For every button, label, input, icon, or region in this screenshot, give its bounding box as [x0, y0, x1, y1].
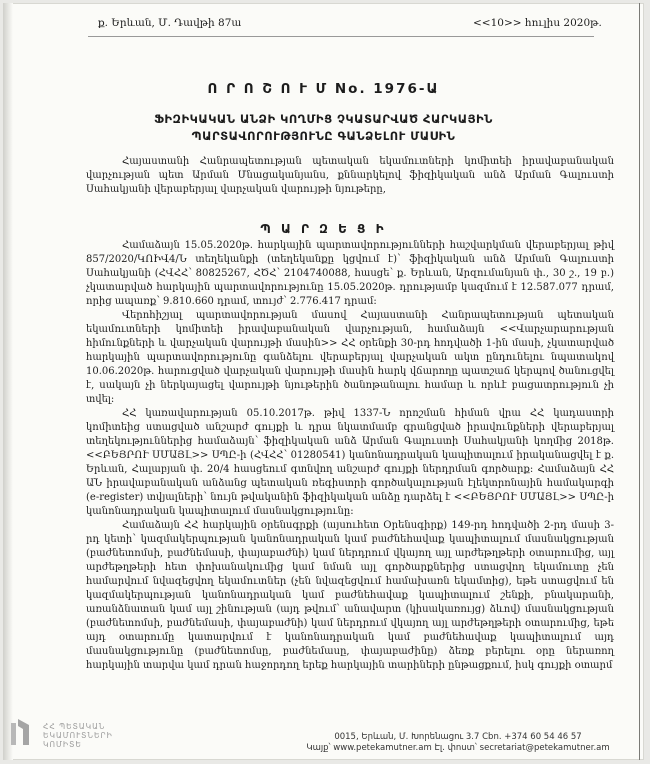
- subtitle-line-1: ՖԻԶԻԿԱԿԱՆ ԱՆՁԻ ԿՈՂՄԻՑ ՉԿԱՏԱՐՎԱԾ ՀԱՐԿԱՅԻՆ: [154, 112, 493, 126]
- header-date: <<10>> հուլիս 2020թ.: [473, 17, 602, 29]
- footer-organization: [43, 722, 113, 749]
- intro-paragraph: Հայաստանի Հանրապետության պետական եկամուտների կոմիտեի իրավաբանական վարչության պետ Արման Մնացականյանս, քննարկելով ֆիզիկական անձ Արման Գալուստի Սահակյանի վերաբերյալ վարչական վարույթի նյութերը,: [86, 156, 614, 195]
- footer-org-line-1: ՀՀ ՊԵՏԱԿԱՆ: [43, 722, 106, 731]
- footer-address: 0015, Երևան, Մ. Խորենացու 3.7 Cbn. +374 60 54 46 57: [334, 732, 582, 742]
- header-place: ք. Երևան, Մ. Դավթի 87ա: [98, 17, 242, 29]
- resolve-heading: Պ Ա Ր Զ Ե Ց Ի: [260, 222, 387, 236]
- document-header: [3, 11, 644, 35]
- header-divider: [88, 36, 594, 37]
- footer-web: Կայք՝ www.petekamutner.am Էլ. փոստ՝ secretariat@petekamutner.am: [306, 743, 610, 753]
- footer-contact: [258, 732, 644, 754]
- committee-logo-icon: [9, 715, 31, 749]
- footer-org-line-3: ԿՈՄԻՏԵ: [43, 740, 82, 749]
- subtitle-line-2: ՊԱՐՏԱՎՈՐՈՒԹՅՈՒՆԸ ԳԱՆՁԵԼՈՒ ՄԱՍԻՆ: [191, 129, 456, 143]
- paragraph-1: Համաձայն 15.05.2020թ. հարկային պարտավորությունների հաշվարկման վերաբերյալ թիվ 857/2020/ԿՈԻՎ4/Ն տեղեկանքի (տեղեկանքը կցվում է)՝ ֆիզիկական անձ Արման Գալուստի Սահակյանի (ՀՎՀՀ՝ 80825267, ՀԾՀ՝ 2104740088, հասցե՝ ք. Երևան, Արզումանյան փ., 30 շ., 19 բ.) չկատարված հարկային պարտավորությունը 15.05.2020թ. դրությամբ կազմում է 12.587.077 դրամ, որից ապառք՝ 9.810.660 դրամ, տույժ՝ 2.776.417 դրամ:: [86, 240, 614, 307]
- paragraph-3: ՀՀ կառավարության 05.10.2017թ. թիվ 1337-Ն որոշման հիման վրա ՀՀ կադաստրի կոմիտեից ստացված անշարժ գույքի և դրա նկատմամբ գրանցված իրավունքների վերաբերյալ տեղեկություններից համաձայն՝ ֆիզիկական անձ Արման Գալուստի Սահակյանի կողմից 2018թ. <<ԲԵՅՐՈՒ ՍՄԱՅԼ>> ՍՊԸ-ի (ՀՎՀՀ՝ 01280541) կանոնադրական կապիտալում իրականացվել է ք. Երևան, Հալաբյան փ. 20/4 հասցեում գտնվող անշարժ գույքի ներդրման գործարք: Համաձայն ՀՀ ԱՆ իրավաբանական անձանց պետական ռեգիստրի գործակալության էլեկտրոնային համակարգի (e-register) տվյալների՝ նույն թվականին ֆիզիկական անձը դարձել է <<ԲԵՅՐՈՒ ՍՄԱՅԼ>> ՍՊԸ-ի կանոնադրական կապիտալում մասնակցությունը:: [86, 408, 614, 517]
- paragraph-2: Վերոհիշյալ պարտավորության մասով Հայաստանի Հանրապետության պետական եկամուտների կոմիտեի իրավաբանական վարչության, համաձայն <<Վարչարարության հիմունքների և վարչական վարույթի մասին>> ՀՀ օրենքի 30-րդ հոդվածի 1-ին մասի, չկատարված հարկային պարտավորությունը գանձելու վերաբերյալ վարչական ակտ ընդունելու նպատակով 10.06.2020թ. հարուցված վարչական վարույթի մասին հարկ վճարողը պատշաճ կերպով ծանուցվել է, սակայն չի ներկայացել վարույթի նյութերին ծանոթանալու համար և որևէ բացատրություն չի տվել:: [86, 310, 614, 405]
- paragraph-4: Համաձայն ՀՀ հարկային օրենսգրքի (այսուհետ Օրենսգիրք) 149-րդ հոդվածի 2-րդ մասի 3-րդ կետի՝ կազմակերպության կանոնադրական կամ բաժնեհավաք կապիտալում մասնակցության (բաժնետոմսի, բաժնեմասի, փայաբաժնի) կամ ներդրում վկայող այլ արժեթղթերի օտարումից, այլ արժեթղթերի հետ փոխանակումից կամ նման այլ գործարքներից ստացվող եկամուտը չեն համարվում նվազեցվող եկամուտներ (չեն նվազեցվում համախառն եկամտից), եթե ստացվում են կազմակերպության կանոնադրական կամ բաժնեհավաք կապիտալում շենքի, բնակարանի, առանձնատան կամ այլ շինության (այդ թվում՝ անավարտ (կիսակառույց) ձևով) մասնակցության (բաժնետոմսի, բաժնեմասի, փայաբաժնի) կամ ներդրում վկայող այլ արժեթղթերի օտարումից, եթե այդ օտարումը կատարվում է կանոնադրական կամ բաժնեհավաք կապիտալում այդ մասնակցությունը (բաժնետոմսը, բաժնեմասը, փայաբաժինը) ձեռք բերելու օրը ներառող հարկային տարվա կամ դրան հաջորդող երեք հարկային տարիների ընթացքում, իսկ գույքի օտարմ: [86, 520, 614, 671]
- decision-title: Ո Ր Ո Շ Ո Ւ Մ No. 1976-Ա: [207, 81, 440, 97]
- document-page: [3, 3, 644, 760]
- footer-org-line-2: ԵԿԱՄՈՒՏՆԵՐԻ: [43, 731, 113, 740]
- title-block: [3, 81, 644, 145]
- body-text: [86, 239, 614, 673]
